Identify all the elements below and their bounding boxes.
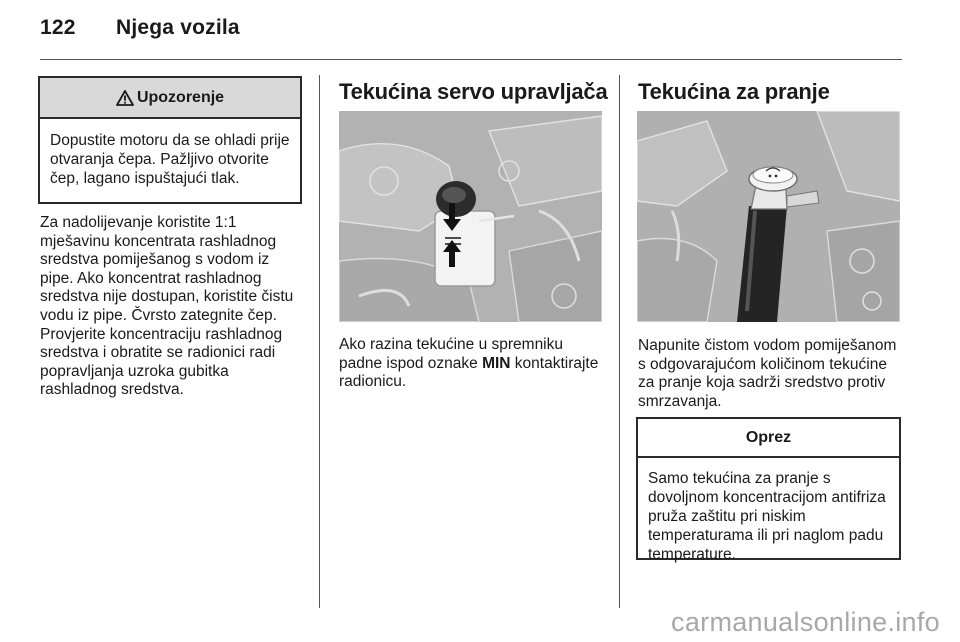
power-steering-text [339,336,605,392]
column-divider-2 [619,75,620,608]
power-steering-text-part-1: Ako razina tekućine u spremniku padne ispod oznake [339,336,564,372]
warning-box [38,76,302,204]
power-steering-text-part-2: kontaktirajte radionicu. [339,354,599,391]
washer-fluid-paragraph: Napunite čistom vodom pomiješanom s odgovarajućom količinom tekućine za pranje koja sadrži sredstvo protiv smrzavanja. [638,337,897,410]
caution-box-header [638,419,899,458]
section-title-power-steering: Tekućina servo upravljača [339,79,608,104]
washer-fluid-reservoir-figure [637,111,900,322]
caution-text: Samo tekućina za pranje s dovoljnom koncentracijom antifriza pruža zaštitu pri niskim temperaturama ili pri naglom padu temperature. [648,470,886,563]
min-mark-label: MIN [482,354,511,372]
header-divider [40,59,902,60]
caution-title: Oprez [745,428,792,446]
power-steering-reservoir-figure [339,111,602,322]
coolant-paragraph: Za nadolijevanje koristite 1:1 mješavinu koncentrata rashladnog sredstva pomiješanog s vodom iz pipe. Ako koncentrat rashladnog sredstva nije dostupan, koristite čistu vodu iz pipe. Čvrsto zategnite čep. Provjerite koncentraciju rashladnog sredstva i obratite se radionici radi popravljanja uzroka gubitka rashladnog sredstva. [40,214,294,399]
caution-box [636,417,901,563]
warning-box-header [40,78,300,119]
page-header [40,16,240,40]
warning-triangle-icon [116,90,134,106]
page-title: Njega vozila [116,16,240,39]
watermark: carmanualsonline.info [671,607,940,637]
section-title-washer-fluid: Tekućina za pranje [638,79,830,104]
warning-text: Dopustite motoru da se ohladi prije otvaranja čepa. Pažljivo otvorite čep, lagano ispuštajući tlak. [50,132,290,187]
column-divider-1 [319,75,320,608]
page-number: 122 [40,16,76,39]
warning-title: Upozorenje [136,88,225,106]
